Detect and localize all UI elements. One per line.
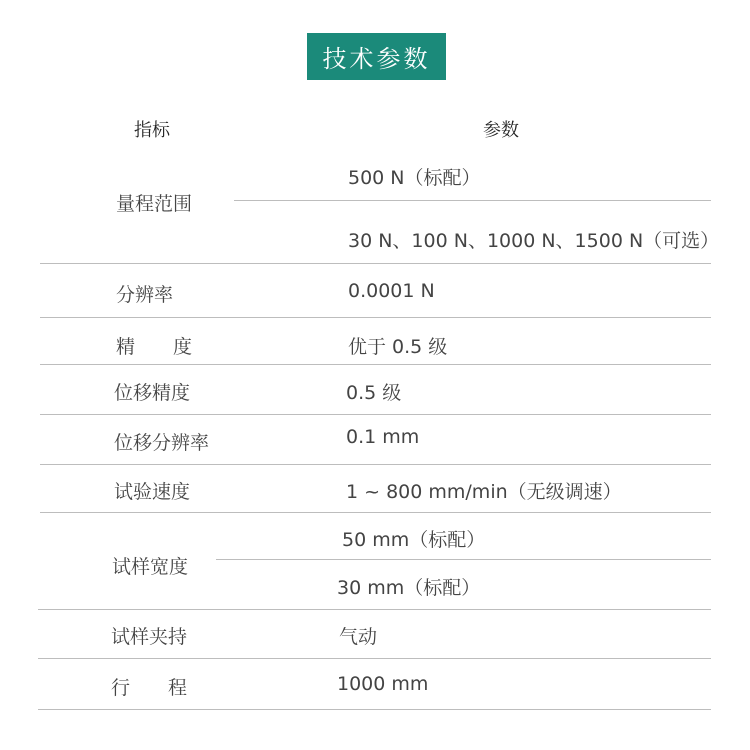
row-divider <box>40 263 711 264</box>
header-parameter: 参数 <box>483 120 519 141</box>
row-divider <box>234 200 711 201</box>
row-value-test-speed: 1 ~ 800 mm/min（无级调速） <box>346 481 622 503</box>
row-value-sample-width-2: 30 mm（标配） <box>337 577 481 599</box>
row-divider <box>40 464 711 465</box>
row-divider <box>40 512 711 513</box>
row-value-travel: 1000 mm <box>337 673 429 695</box>
row-divider <box>40 414 711 415</box>
row-divider <box>38 609 711 610</box>
row-divider <box>40 364 711 365</box>
row-value-sample-width-1: 50 mm（标配） <box>342 529 486 551</box>
section-title: 技术参数 <box>307 33 446 80</box>
row-label-travel: 行 程 <box>111 677 188 699</box>
header-indicator: 指标 <box>134 120 170 141</box>
row-divider <box>40 317 711 318</box>
row-value-sample-clamping: 气动 <box>339 626 378 648</box>
row-value-displacement-resolution: 0.1 mm <box>346 426 420 448</box>
row-label-displacement-resolution: 位移分辨率 <box>114 432 210 454</box>
row-label-displacement-accuracy: 位移精度 <box>114 382 191 404</box>
row-label-accuracy: 精 度 <box>116 336 193 358</box>
row-label-range: 量程范围 <box>116 193 193 215</box>
row-divider <box>38 658 711 659</box>
row-value-range-optional: 30 N、100 N、1000 N、1500 N（可选） <box>348 230 720 252</box>
row-value-resolution: 0.0001 N <box>348 280 435 302</box>
row-label-sample-width: 试样宽度 <box>112 556 189 578</box>
row-label-sample-clamping: 试样夹持 <box>111 626 188 648</box>
row-label-resolution: 分辨率 <box>116 284 174 306</box>
row-divider <box>38 709 711 710</box>
row-label-test-speed: 试验速度 <box>114 481 191 503</box>
row-value-range-standard: 500 N（标配） <box>348 167 481 189</box>
row-value-accuracy: 优于 0.5 级 <box>348 336 448 358</box>
row-divider <box>216 559 711 560</box>
row-value-displacement-accuracy: 0.5 级 <box>346 382 402 404</box>
